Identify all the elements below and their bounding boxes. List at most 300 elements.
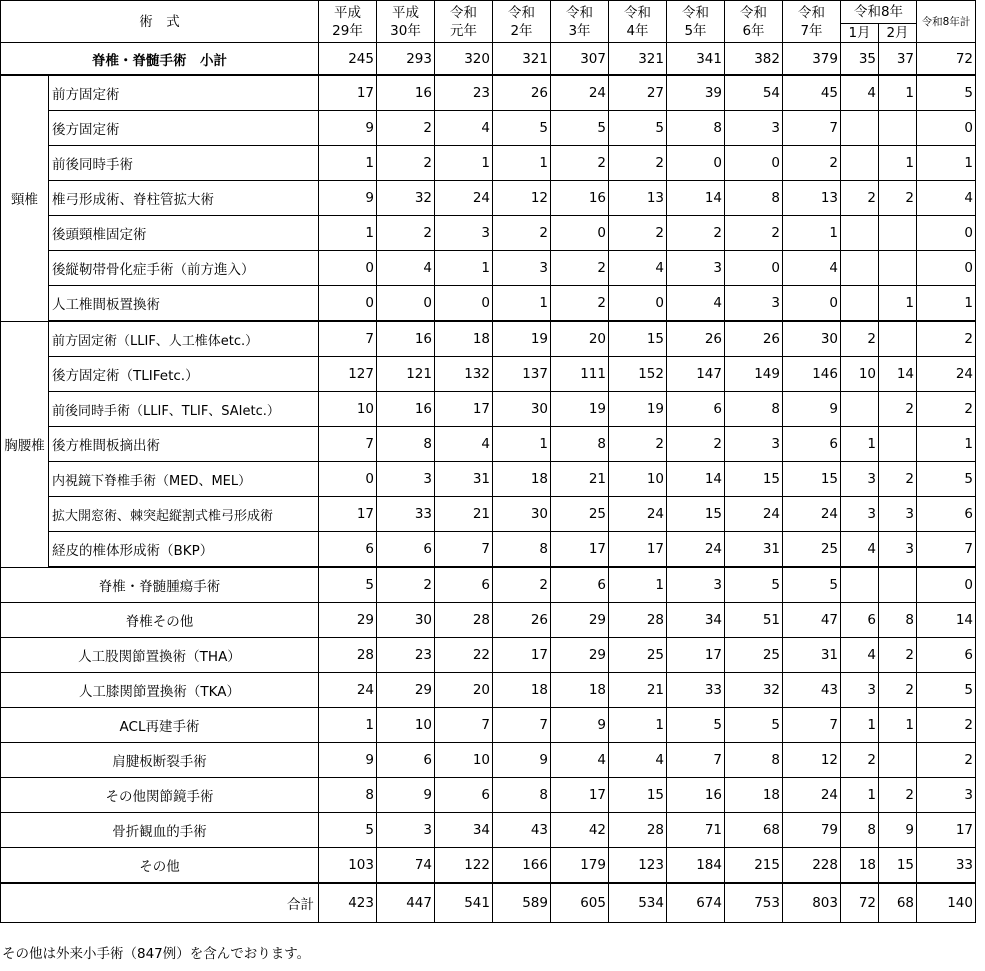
procedure-label: その他関節鏡手術 (1, 778, 319, 813)
table-cell: 4 (841, 532, 879, 568)
table-cell: 7 (783, 111, 841, 146)
table-cell: 122 (435, 848, 493, 884)
table-cell: 0 (319, 462, 377, 497)
table-cell: 1 (841, 427, 879, 462)
table-cell (879, 567, 917, 603)
table-cell: 3 (879, 497, 917, 532)
table-cell: 152 (609, 357, 667, 392)
table-cell: 2 (667, 216, 725, 251)
table-cell: 293 (377, 43, 435, 76)
table-cell: 15 (609, 778, 667, 813)
table-cell: 4 (435, 427, 493, 462)
table-row (1, 532, 976, 568)
table-cell: 127 (319, 357, 377, 392)
table-cell: 28 (609, 603, 667, 638)
table-cell: 29 (551, 603, 609, 638)
table-cell: 28 (319, 638, 377, 673)
table-cell: 72 (917, 43, 976, 76)
table-cell: 321 (493, 43, 551, 76)
table-cell: 7 (493, 708, 551, 743)
table-cell: 10 (609, 462, 667, 497)
table-row (1, 603, 976, 638)
table-cell: 18 (435, 321, 493, 357)
table-cell: 26 (493, 603, 551, 638)
procedure-label: 脊椎・脊髄腫瘍手術 (1, 567, 319, 603)
table-cell: 15 (783, 462, 841, 497)
table-cell: 9 (377, 778, 435, 813)
table-cell: 5 (917, 673, 976, 708)
table-cell: 4 (917, 181, 976, 216)
table-cell: 30 (377, 603, 435, 638)
table-cell: 9 (319, 111, 377, 146)
table-cell: 803 (783, 883, 841, 923)
table-cell: 7 (783, 708, 841, 743)
table-cell: 8 (841, 813, 879, 848)
table-cell: 2 (609, 427, 667, 462)
table-cell: 24 (435, 181, 493, 216)
table-cell: 9 (783, 392, 841, 427)
procedure-label: 前後同時手術（LLIF、TLIF、SAIetc.） (49, 392, 319, 427)
table-row (1, 111, 976, 146)
table-cell: 26 (493, 75, 551, 111)
total-row (1, 883, 976, 923)
table-cell: 10 (319, 392, 377, 427)
table-cell: 21 (609, 673, 667, 708)
table-cell: 5 (667, 708, 725, 743)
table-row (1, 427, 976, 462)
table-cell (879, 427, 917, 462)
table-cell: 146 (783, 357, 841, 392)
table-cell: 16 (377, 392, 435, 427)
table-row (1, 286, 976, 322)
table-cell: 1 (319, 216, 377, 251)
year-header: 令和 2年 (493, 1, 551, 43)
table-cell: 3 (841, 673, 879, 708)
procedure-label: 椎弓形成術、脊柱管拡大術 (49, 181, 319, 216)
table-cell: 29 (319, 603, 377, 638)
table-cell: 2 (667, 427, 725, 462)
procedure-label: 骨折観血的手術 (1, 813, 319, 848)
year-header: 令和 3年 (551, 1, 609, 43)
table-cell: 6 (551, 567, 609, 603)
table-cell: 0 (783, 286, 841, 322)
table-cell: 30 (783, 321, 841, 357)
table-cell: 25 (551, 497, 609, 532)
procedure-label: 前後同時手術 (49, 146, 319, 181)
year-header: 令和 7年 (783, 1, 841, 43)
table-cell: 68 (725, 813, 783, 848)
table-cell: 5 (917, 462, 976, 497)
table-row (1, 392, 976, 427)
table-cell: 10 (377, 708, 435, 743)
table-cell: 423 (319, 883, 377, 923)
table-cell: 4 (435, 111, 493, 146)
table-cell: 2 (725, 216, 783, 251)
procedure-label: 脊椎その他 (1, 603, 319, 638)
table-cell: 3 (435, 216, 493, 251)
table-cell: 111 (551, 357, 609, 392)
table-cell: 16 (377, 75, 435, 111)
table-row (1, 743, 976, 778)
table-cell: 72 (841, 883, 879, 923)
table-cell: 25 (783, 532, 841, 568)
table-cell: 39 (667, 75, 725, 111)
table-cell: 3 (667, 251, 725, 286)
table-cell: 20 (435, 673, 493, 708)
table-cell (841, 251, 879, 286)
table-cell: 341 (667, 43, 725, 76)
table-cell: 179 (551, 848, 609, 884)
table-cell: 1 (879, 708, 917, 743)
table-cell: 24 (783, 497, 841, 532)
table-cell: 33 (917, 848, 976, 884)
table-row (1, 251, 976, 286)
table-cell: 18 (725, 778, 783, 813)
table-cell: 2 (551, 286, 609, 322)
table-cell: 19 (609, 392, 667, 427)
table-cell: 2 (783, 146, 841, 181)
table-cell: 2 (917, 392, 976, 427)
table-cell: 5 (319, 813, 377, 848)
table-cell: 0 (917, 567, 976, 603)
r8-header: 令和8年 (841, 1, 917, 24)
table-cell: 2 (917, 321, 976, 357)
table-cell: 1 (493, 146, 551, 181)
group-label: 頸椎 (1, 75, 49, 321)
table-cell: 140 (917, 883, 976, 923)
table-row (1, 181, 976, 216)
table-cell: 2 (879, 181, 917, 216)
table-cell: 215 (725, 848, 783, 884)
table-cell: 6 (435, 567, 493, 603)
table-cell: 5 (609, 111, 667, 146)
table-cell: 121 (377, 357, 435, 392)
table-cell: 1 (879, 286, 917, 322)
table-cell: 25 (725, 638, 783, 673)
table-cell: 6 (377, 743, 435, 778)
table-cell: 5 (319, 567, 377, 603)
table-cell: 28 (435, 603, 493, 638)
table-row (1, 567, 976, 603)
table-cell: 31 (725, 532, 783, 568)
method-header: 術 式 (1, 1, 319, 43)
table-row (1, 638, 976, 673)
table-cell: 3 (725, 286, 783, 322)
table-cell: 2 (377, 111, 435, 146)
table-cell: 4 (609, 743, 667, 778)
procedure-label: その他 (1, 848, 319, 884)
table-cell: 7 (319, 427, 377, 462)
table-cell: 17 (609, 532, 667, 568)
table-cell: 8 (667, 111, 725, 146)
year-header: 令和 元年 (435, 1, 493, 43)
table-cell: 74 (377, 848, 435, 884)
table-cell: 9 (319, 181, 377, 216)
table-cell (841, 111, 879, 146)
table-cell: 8 (493, 778, 551, 813)
table-cell: 0 (667, 146, 725, 181)
table-row (1, 708, 976, 743)
table-cell: 0 (609, 286, 667, 322)
r8-total-header: 令和8年計 (917, 1, 976, 43)
table-cell: 2 (551, 251, 609, 286)
table-cell: 12 (493, 181, 551, 216)
table-cell: 13 (609, 181, 667, 216)
table-cell: 17 (493, 638, 551, 673)
table-cell: 16 (551, 181, 609, 216)
table-cell: 1 (319, 708, 377, 743)
table-cell: 3 (841, 497, 879, 532)
table-cell: 0 (319, 251, 377, 286)
table-cell (879, 111, 917, 146)
table-cell: 28 (609, 813, 667, 848)
table-cell: 33 (377, 497, 435, 532)
table-cell: 6 (667, 392, 725, 427)
table-cell: 7 (435, 532, 493, 568)
total-label: 合計 (1, 883, 319, 923)
table-cell: 674 (667, 883, 725, 923)
table-cell: 379 (783, 43, 841, 76)
table-cell: 29 (551, 638, 609, 673)
table-cell: 2 (609, 216, 667, 251)
table-cell: 5 (493, 111, 551, 146)
procedure-label: 拡大開窓術、棘突起縦割式椎弓形成術 (49, 497, 319, 532)
table-cell: 2 (841, 743, 879, 778)
procedure-label: 人工膝関節置換術（TKA） (1, 673, 319, 708)
table-cell: 1 (917, 286, 976, 322)
table-cell: 2 (551, 146, 609, 181)
table-cell: 2 (493, 216, 551, 251)
table-cell: 24 (783, 778, 841, 813)
month-header: 1月 (841, 24, 879, 43)
table-cell: 2 (879, 392, 917, 427)
table-row (1, 813, 976, 848)
procedure-label: 後縦靭帯骨化症手術（前方進入） (49, 251, 319, 286)
table-cell: 4 (841, 638, 879, 673)
table-cell: 54 (725, 75, 783, 111)
table-cell: 3 (725, 427, 783, 462)
table-cell: 1 (435, 146, 493, 181)
table-cell: 15 (725, 462, 783, 497)
procedure-label: 後方固定術 (49, 111, 319, 146)
table-cell: 6 (917, 497, 976, 532)
table-cell: 132 (435, 357, 493, 392)
table-cell: 6 (377, 532, 435, 568)
year-header: 令和 5年 (667, 1, 725, 43)
table-cell: 25 (609, 638, 667, 673)
table-cell: 589 (493, 883, 551, 923)
table-cell: 37 (879, 43, 917, 76)
table-cell (841, 216, 879, 251)
table-cell: 15 (667, 497, 725, 532)
table-row (1, 848, 976, 884)
table-cell: 3 (725, 111, 783, 146)
table-cell: 68 (879, 883, 917, 923)
table-cell: 18 (841, 848, 879, 884)
table-cell: 2 (609, 146, 667, 181)
table-cell: 32 (377, 181, 435, 216)
table-cell: 45 (783, 75, 841, 111)
table-cell: 2 (377, 146, 435, 181)
table-cell: 16 (667, 778, 725, 813)
table-cell: 43 (493, 813, 551, 848)
procedure-label: ACL再建手術 (1, 708, 319, 743)
table-cell: 2 (841, 181, 879, 216)
table-cell (879, 321, 917, 357)
table-cell (841, 146, 879, 181)
table-cell (879, 251, 917, 286)
table-cell: 1 (917, 146, 976, 181)
table-cell: 4 (551, 743, 609, 778)
table-row (1, 462, 976, 497)
table-cell: 2 (879, 673, 917, 708)
table-cell: 13 (783, 181, 841, 216)
table-cell: 17 (551, 778, 609, 813)
table-cell: 7 (435, 708, 493, 743)
table-cell: 3 (879, 532, 917, 568)
table-cell: 1 (493, 286, 551, 322)
table-cell: 42 (551, 813, 609, 848)
table-cell: 18 (551, 673, 609, 708)
table-row (1, 497, 976, 532)
table-cell: 47 (783, 603, 841, 638)
table-cell: 24 (917, 357, 976, 392)
table-cell: 32 (725, 673, 783, 708)
table-cell: 103 (319, 848, 377, 884)
table-cell: 184 (667, 848, 725, 884)
table-cell: 382 (725, 43, 783, 76)
table-cell: 8 (725, 392, 783, 427)
table-cell: 7 (319, 321, 377, 357)
group-label: 胸腰椎 (1, 321, 49, 567)
table-cell: 753 (725, 883, 783, 923)
table-cell: 1 (841, 708, 879, 743)
table-row (1, 321, 976, 357)
table-row (1, 673, 976, 708)
table-cell: 17 (319, 497, 377, 532)
table-cell: 1 (783, 216, 841, 251)
table-cell: 8 (879, 603, 917, 638)
table-cell (841, 567, 879, 603)
procedure-label: 人工股関節置換術（THA） (1, 638, 319, 673)
table-cell: 23 (435, 75, 493, 111)
table-cell: 4 (377, 251, 435, 286)
year-header: 令和 4年 (609, 1, 667, 43)
table-cell: 18 (493, 673, 551, 708)
table-cell: 30 (493, 497, 551, 532)
table-cell: 20 (551, 321, 609, 357)
table-cell: 3 (841, 462, 879, 497)
table-cell: 17 (917, 813, 976, 848)
table-cell: 24 (725, 497, 783, 532)
table-cell: 17 (667, 638, 725, 673)
table-cell: 2 (879, 778, 917, 813)
year-header: 令和 6年 (725, 1, 783, 43)
table-cell: 14 (917, 603, 976, 638)
table-cell: 0 (377, 286, 435, 322)
table-cell: 166 (493, 848, 551, 884)
table-cell: 3 (377, 813, 435, 848)
procedure-label: 前方固定術（LLIF、人工椎体etc.） (49, 321, 319, 357)
table-cell: 1 (879, 146, 917, 181)
table-cell: 14 (667, 181, 725, 216)
table-cell: 4 (609, 251, 667, 286)
table-cell: 26 (667, 321, 725, 357)
table-cell: 321 (609, 43, 667, 76)
table-cell: 17 (319, 75, 377, 111)
table-cell: 7 (667, 743, 725, 778)
table-cell: 21 (435, 497, 493, 532)
table-cell: 14 (879, 357, 917, 392)
table-row (1, 146, 976, 181)
table-cell: 17 (551, 532, 609, 568)
table-cell: 29 (377, 673, 435, 708)
table-cell: 3 (917, 778, 976, 813)
table-cell: 0 (917, 111, 976, 146)
table-cell: 26 (725, 321, 783, 357)
table-cell: 2 (917, 743, 976, 778)
table-cell: 34 (667, 603, 725, 638)
table-cell: 0 (319, 286, 377, 322)
table-cell: 2 (879, 638, 917, 673)
table-cell: 0 (917, 216, 976, 251)
table-cell: 79 (783, 813, 841, 848)
table-body (1, 43, 976, 923)
table-cell: 5 (917, 75, 976, 111)
subtotal-row (1, 43, 976, 76)
table-cell: 9 (551, 708, 609, 743)
year-header: 平成 30年 (377, 1, 435, 43)
table-cell: 2 (493, 567, 551, 603)
table-row (1, 357, 976, 392)
table-cell: 3 (377, 462, 435, 497)
table-cell: 541 (435, 883, 493, 923)
table-cell: 4 (841, 75, 879, 111)
table-cell: 8 (551, 427, 609, 462)
table-cell: 19 (551, 392, 609, 427)
table-cell: 3 (493, 251, 551, 286)
procedure-label: 後方固定術（TLIFetc.） (49, 357, 319, 392)
table-cell: 245 (319, 43, 377, 76)
procedure-label: 後方椎間板摘出術 (49, 427, 319, 462)
table-cell: 15 (609, 321, 667, 357)
procedure-label: 前方固定術 (49, 75, 319, 111)
procedure-label: 後頭頸椎固定術 (49, 216, 319, 251)
table-cell: 5 (783, 567, 841, 603)
procedure-label: 経皮的椎体形成術（BKP） (49, 532, 319, 568)
table-cell: 24 (319, 673, 377, 708)
month-header: 2月 (879, 24, 917, 43)
table-cell: 8 (319, 778, 377, 813)
table-cell: 123 (609, 848, 667, 884)
table-cell: 24 (551, 75, 609, 111)
table-cell: 1 (879, 75, 917, 111)
table-cell: 27 (609, 75, 667, 111)
table-cell: 9 (319, 743, 377, 778)
table-cell: 7 (917, 532, 976, 568)
table-cell: 1 (841, 778, 879, 813)
table-cell: 14 (667, 462, 725, 497)
table-cell: 18 (493, 462, 551, 497)
table-cell: 1 (435, 251, 493, 286)
table-cell: 30 (493, 392, 551, 427)
table-cell: 9 (493, 743, 551, 778)
table-cell: 15 (879, 848, 917, 884)
table-cell: 8 (725, 181, 783, 216)
table-cell: 19 (493, 321, 551, 357)
table-cell: 35 (841, 43, 879, 76)
procedure-label: 肩腱板断裂手術 (1, 743, 319, 778)
